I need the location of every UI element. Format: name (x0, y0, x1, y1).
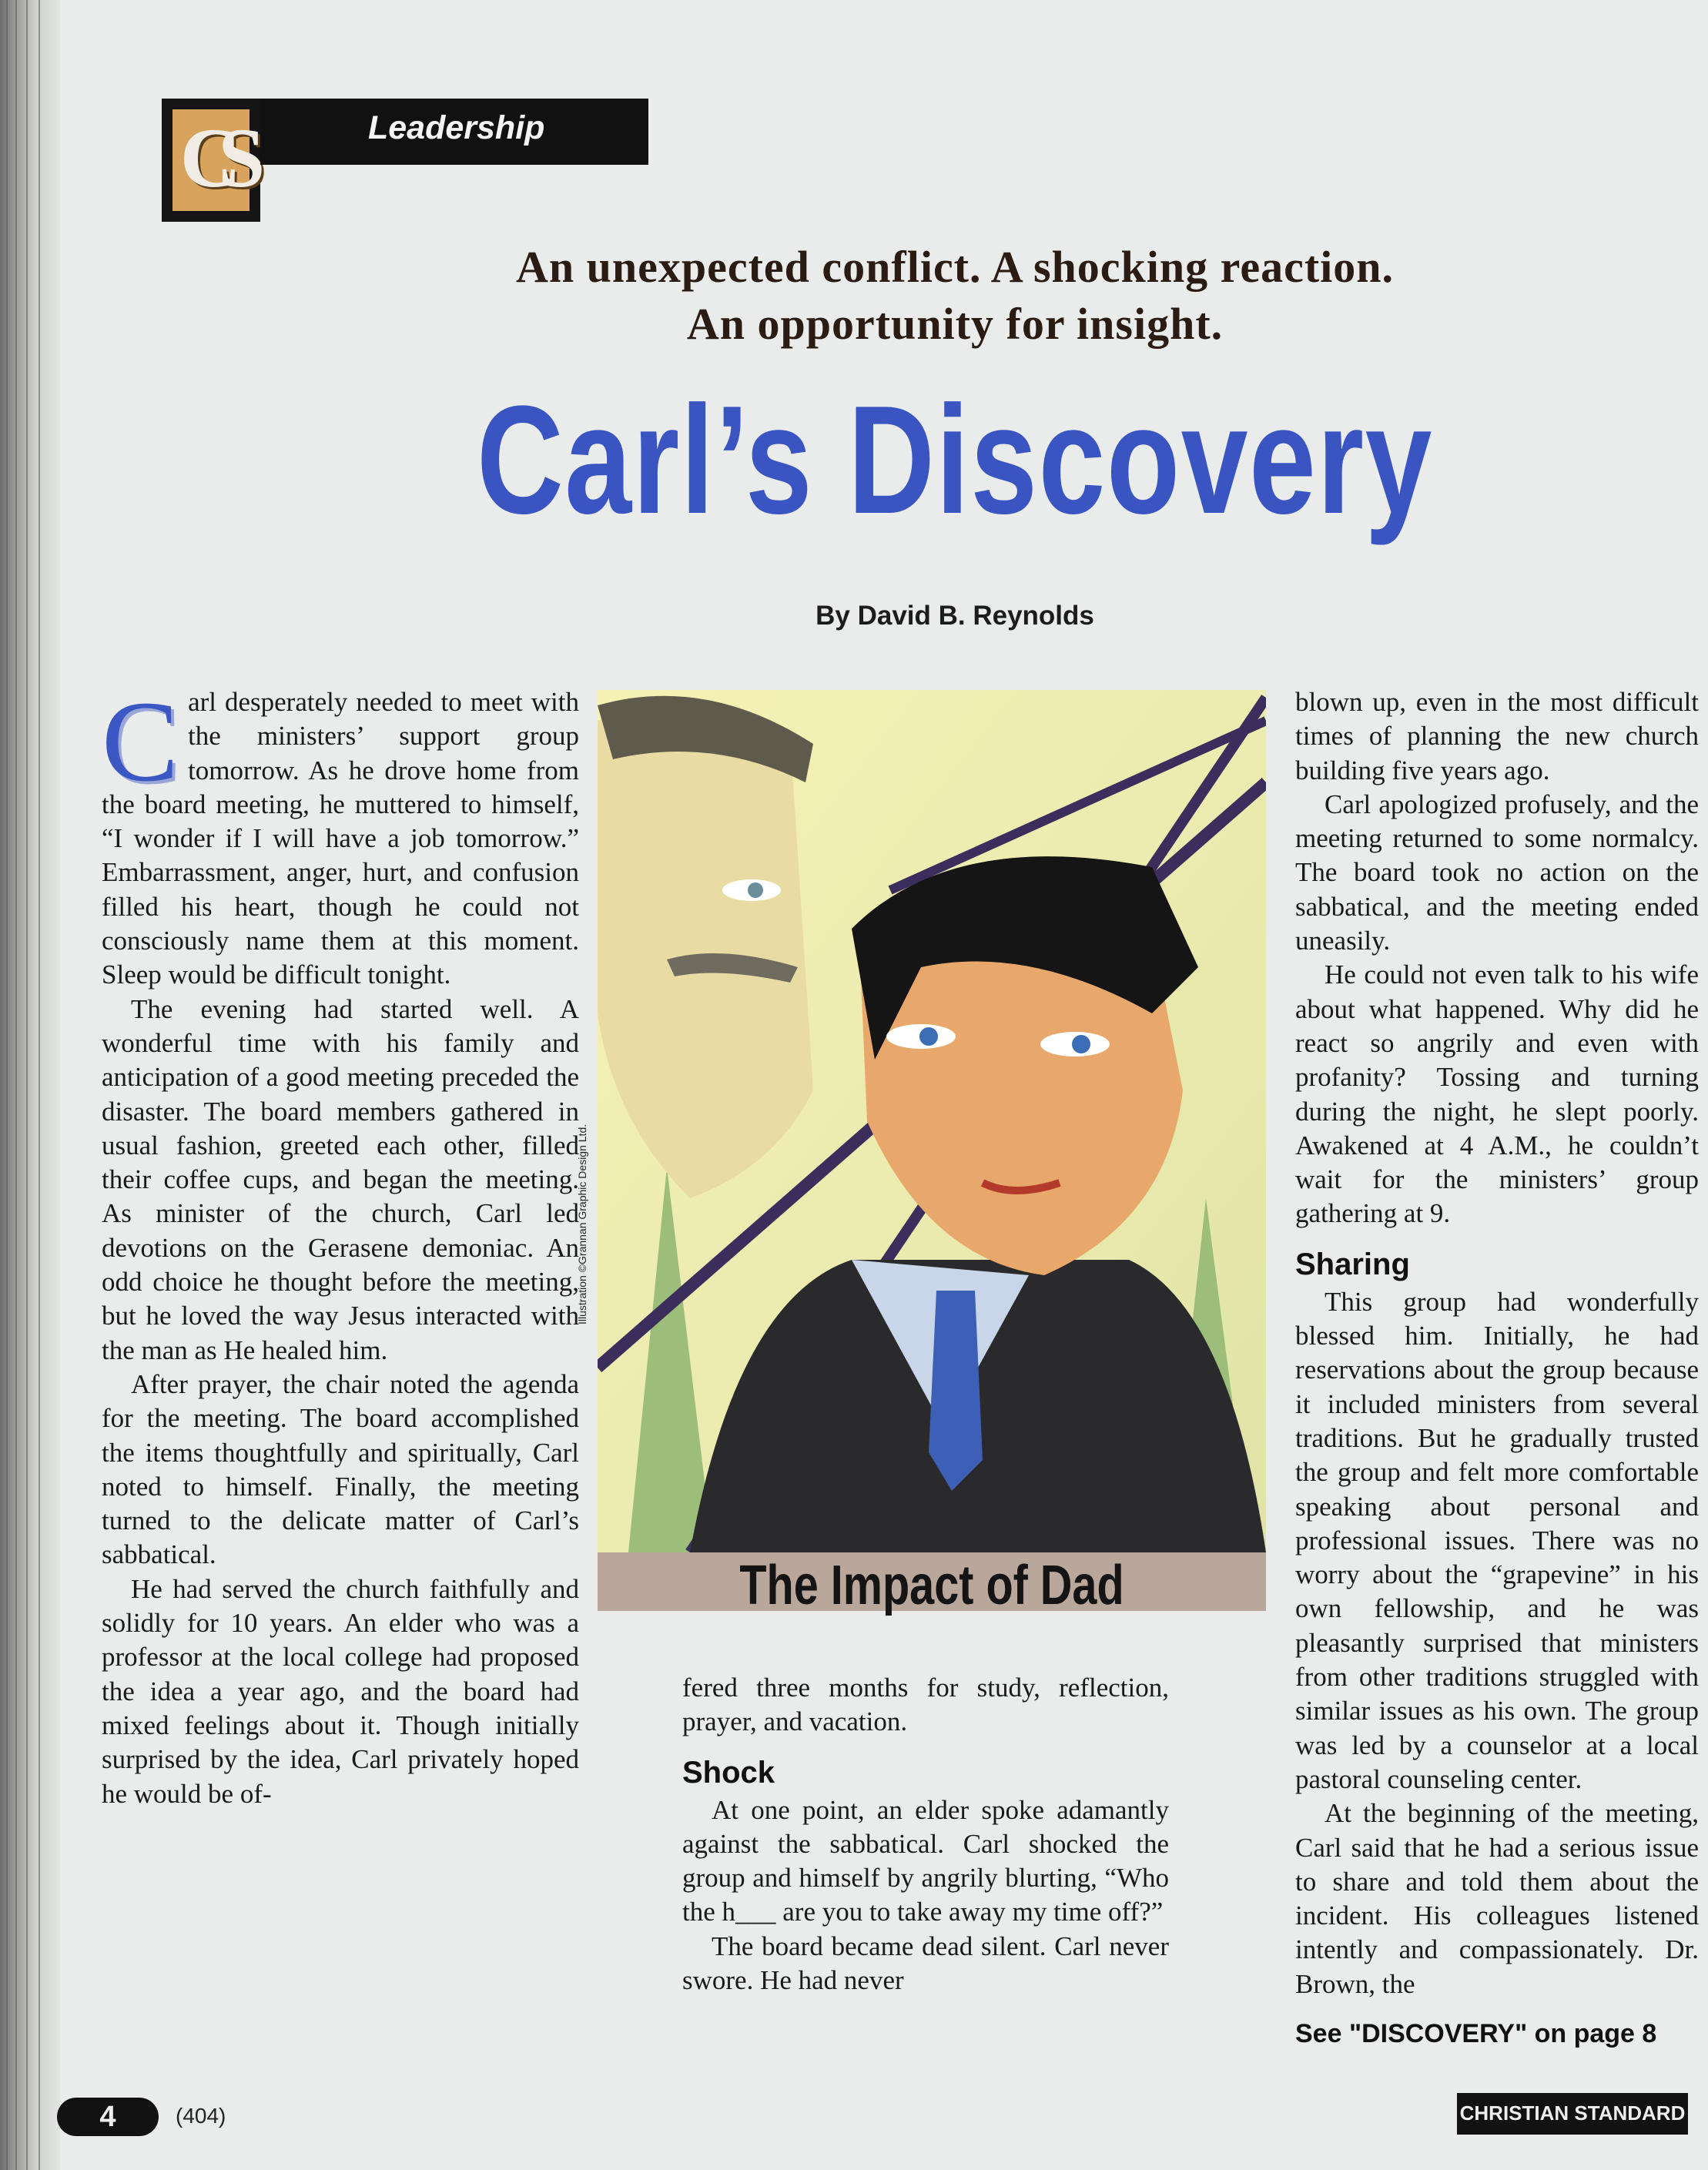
article-title: Carl’s Discovery (477, 374, 1433, 546)
illustration-father-and-son (598, 690, 1266, 1552)
page-sequence: (404) (176, 2104, 226, 2128)
paragraph: fered three months for study, reflection, prayer, and vacation. (682, 1673, 1169, 1737)
deck-line-2: An opportunity for insight. (686, 299, 1224, 349)
page-number-pill (57, 2098, 159, 2136)
section-label: Leadership (368, 109, 545, 146)
section-tag-bar (260, 99, 648, 165)
drop-cap: C (102, 678, 179, 805)
illustration-caption-band (598, 1552, 1266, 1616)
paragraph: At one point, an elder spoke adamantly against the sabbatical. Carl shocked the group and himself by angrily blurting, “Who the h___ are you to take away my time off?” (682, 1794, 1169, 1927)
magazine-name: CHRISTIAN STANDARD (1459, 2101, 1686, 2125)
paragraph: At the beginning of the meeting, Carl said that he had a serious issue to share and told them about the incident. His colleagues listened intently and compassionately. Dr. Brown, the (1295, 1798, 1699, 1999)
paragraph: This group had wonderfully blessed him. Initially, he had reservations about the group because it included ministers from several traditions. But he gradually trusted the group and felt more comfortable speaking about personal and professional issues. There was no worry about the “grapevine” in his own fellowship, and he was pleasantly surprised that ministers from other traditions struggled with similar issues as his own. The group was led by a counselor at a local pastoral counseling center. (1295, 1286, 1699, 1794)
illustration-image (598, 690, 1266, 1552)
paragraph: blown up, even in the most difficult times of planning the new church building five years ago. (1295, 687, 1699, 785)
illustration-caption: The Impact of Dad (739, 1555, 1124, 1616)
illustration-credit: Illustration ©Grannan Graphic Design Ltd. (576, 1124, 588, 1324)
paragraph: He had served the church faithfully and solidly for 10 years. An elder who was a professor at the local college had proposed the idea a year ago, and the board had mixed feelings about it. Though initially surprised by the idea, Carl privately hoped he would be of- (102, 1573, 579, 1809)
section-logo (162, 99, 260, 222)
deck-line-1: An unexpected conflict. A shocking reaction. (515, 242, 1395, 292)
page-number: 4 (99, 2101, 116, 2133)
continuation-jump-line: See "DISCOVERY" on page 8 (1295, 2019, 1657, 2048)
page-gutter-edge (0, 0, 60, 2170)
text-column-2 (682, 1671, 1169, 1998)
paragraph: He could not even talk to his wife about what happened. Why did he react so angrily and even with profanity? Tossing and turning during the night, he slept poorly. Awakened at 4 A.M., he couldn’t wait for the ministers’ group gathering at 9. (1295, 959, 1699, 1229)
text-column-3 (1295, 685, 1699, 2001)
magazine-name-bar (1457, 2093, 1688, 2135)
paragraph: After prayer, the chair noted the agenda for the meeting. The board accomplished the items thoughtfully and spiritually, Carl noted to himself. Finally, the meeting turned to the delicate matter of Carl’s sabbatical. (102, 1368, 579, 1570)
byline: By David B. Reynolds (815, 601, 1094, 631)
subheading-sharing: Sharing (1295, 1247, 1410, 1281)
article-deck (308, 239, 1602, 353)
paragraph: The board became dead silent. Carl never swore. He had never (682, 1931, 1169, 1996)
paragraph: Carl apologized profusely, and the meeting returned to some normalcy. The board took no action on the sabbatical, and the meeting ended uneasily. (1295, 789, 1699, 956)
paragraph: arl desperately needed to meet with the ministers’ support group tomorrow. As he drove home from the board meeting, he muttered to himself, “I wonder if I will have a job tomorrow.” Embarrassment, anger, hurt, and confusion filled his heart, though he could not consciously name them at this moment. Sleep would be difficult tonight. (102, 687, 579, 990)
subheading-shock: Shock (682, 1755, 775, 1790)
paragraph: The evening had started well. A wonderful time with his family and anticipation of a good meeting preceded the disaster. The board members gathered in usual fashion, greeted each other, filled their coffee cups, and began the meeting. As minister of the church, Carl led devotions on the Gerasene demoniac. An odd choice he thought before the meeting, but he loved the way Jesus interacted with the man as He healed him. (102, 993, 579, 1365)
text-column-1 (102, 678, 579, 1811)
section-logo-text: CS (179, 111, 243, 205)
